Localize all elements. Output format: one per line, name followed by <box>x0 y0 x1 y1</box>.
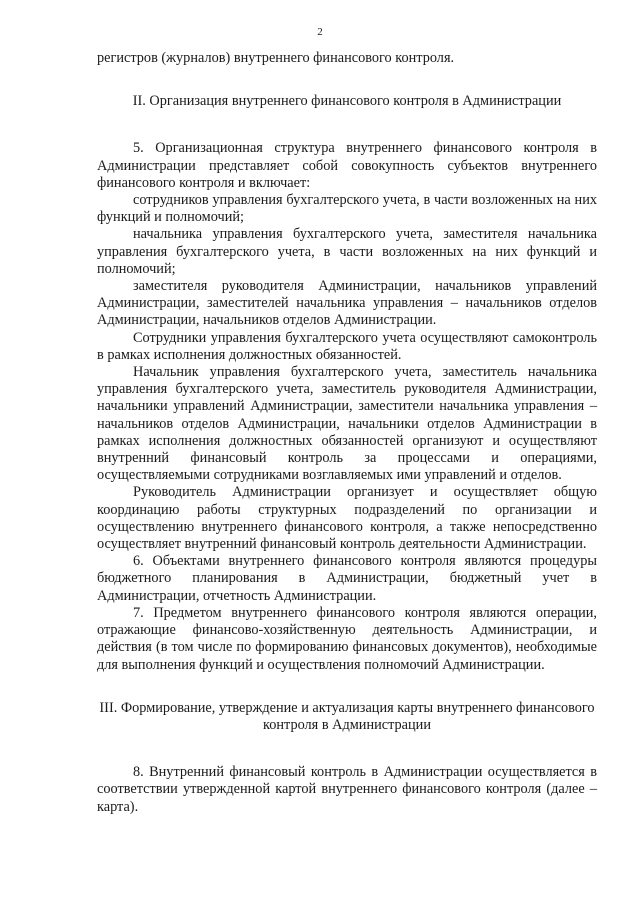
page-number: 2 <box>317 26 323 38</box>
paragraph-continuation: регистров (журналов) внутреннего финансового контроля. <box>97 50 455 66</box>
paragraph-item-7: 7. Предметом внутреннего финансового контроля являются операции, отражающие финансово-хозяйственную деятельность Администрации, и действия (в том числе по формированию финансовых документов), необходимые для выполнения функций и осуществления полномочий Администрации. <box>97 604 597 673</box>
paragraph-item-5: 5. Организационная структура внутреннего финансового контроля в Администрации представляет собой совокупность субъектов внутреннего финансового контроля и включает: <box>97 140 597 191</box>
document-body <box>97 50 597 816</box>
paragraph-item-6: 6. Объектами внутреннего финансового контроля являются процедуры бюджетного планирования в Администрации, бюджетный учет в Администрации, отчетность Администрации. <box>97 553 597 604</box>
paragraph-list-item: заместителя руководителя Администрации, начальников управлений Администрации, заместителей начальника управления – начальников отделов Администрации, начальников отделов Администрации. <box>97 278 597 329</box>
section-heading-2: II. Организация внутреннего финансового контроля в Администрации <box>132 93 562 110</box>
paragraph-list-item: сотрудников управления бухгалтерского учета, в части возложенных на них функций и полномочий; <box>97 192 597 226</box>
paragraph-list-item: начальника управления бухгалтерского учета, заместителя начальника управления бухгалтерского учета, в части возложенных на них функций и полномочий; <box>97 226 597 277</box>
paragraph: Сотрудники управления бухгалтерского учета осуществляют самоконтроль в рамках исполнения должностных обязанностей. <box>97 329 597 363</box>
paragraph-item-8: 8. Внутренний финансовый контроль в Администрации осуществляется в соответствии утвержденной картой внутреннего финансового контроля (далее – карта). <box>97 764 597 815</box>
section-heading-3: III. Формирование, утверждение и актуализация карты внутреннего финансового контроля в Администрации <box>99 699 595 733</box>
paragraph: Руководитель Администрации организует и осуществляет общую координацию работы структурных подразделений по организации и осуществлению внутреннего финансового контроля, а также непосредственно осуществляет внутренний финансовый контроль деятельности Администрации. <box>97 484 597 553</box>
paragraph: Начальник управления бухгалтерского учета, заместитель начальника управления бухгалтерского учета, заместитель руководителя Администрации, начальники управлений Администрации, заместители начальника управления – начальников отделов Администрации, начальники отделов Администрации в рамках исполнения должностных обязанностей организуют и осуществляют внутренний финансовый контроль за процессами и операциями, осуществляемыми сотрудниками возглавляемых ими управлений и отделов. <box>97 364 597 484</box>
